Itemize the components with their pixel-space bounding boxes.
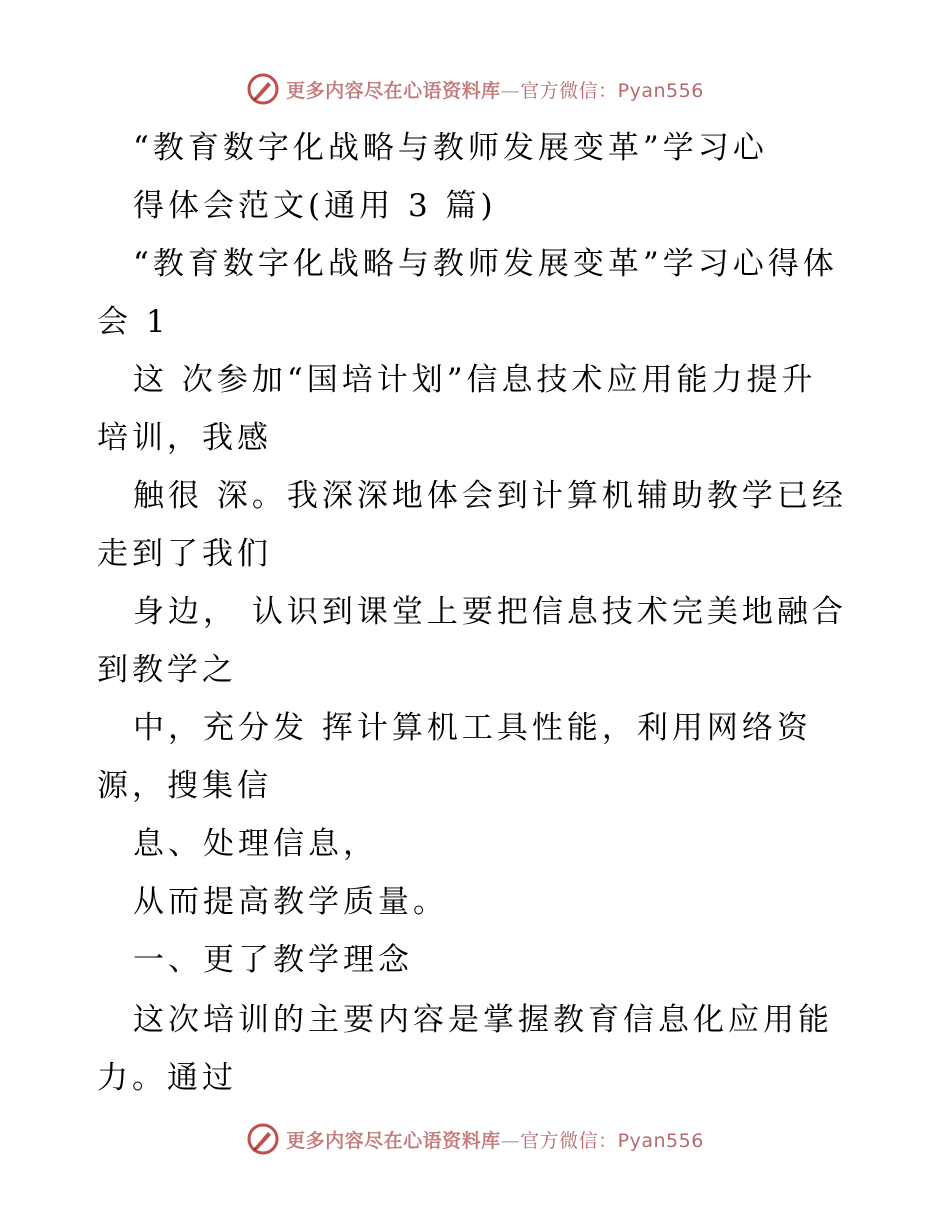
title-line-2: 得体会范文(通用 3 篇) <box>133 188 497 224</box>
paragraph-line: 息、处理信息， <box>133 826 378 862</box>
section-heading-line-2: 会 1 <box>97 304 170 340</box>
footer-watermark <box>0 1122 950 1156</box>
watermark-text: 更多内容尽在心语资料库—官方微信：Pyan556 <box>286 1129 704 1152</box>
paragraph-line: 这 次参加“国培计划”信息技术应用能力提升 <box>133 362 817 398</box>
pen-logo-icon <box>246 72 280 106</box>
paragraph-line: 到教学之 <box>97 652 237 688</box>
paragraph-line: 中，充分发 挥计算机工具性能，利用网络资 <box>133 710 812 746</box>
paragraph-line: 身边， 认识到课堂上要把信息技术完美地融合 <box>133 594 847 630</box>
paragraph-line: 走到了我们 <box>97 536 272 572</box>
title-line-1: “教育数字化战略与教师发展变革”学习心 <box>133 130 768 166</box>
paragraph-line: 从而提高教学质量。 <box>133 884 448 920</box>
paragraph-line: 力。通过 <box>97 1060 237 1096</box>
paragraph-line: 源，搜集信 <box>97 768 272 804</box>
watermark-text: 更多内容尽在心语资料库—官方微信：Pyan556 <box>286 79 704 102</box>
pen-logo-icon <box>246 1122 280 1156</box>
paragraph-line: 这次培训的主要内容是掌握教育信息化应用能 <box>133 1002 833 1038</box>
subheading-line: 一、更了教学理念 <box>133 942 413 978</box>
header-watermark <box>0 72 950 106</box>
section-heading-line-1: “教育数字化战略与教师发展变革”学习心得体 <box>133 246 838 282</box>
paragraph-line: 触很 深。我深深地体会到计算机辅助教学已经 <box>133 478 847 514</box>
paragraph-line: 培训，我感 <box>97 420 272 456</box>
